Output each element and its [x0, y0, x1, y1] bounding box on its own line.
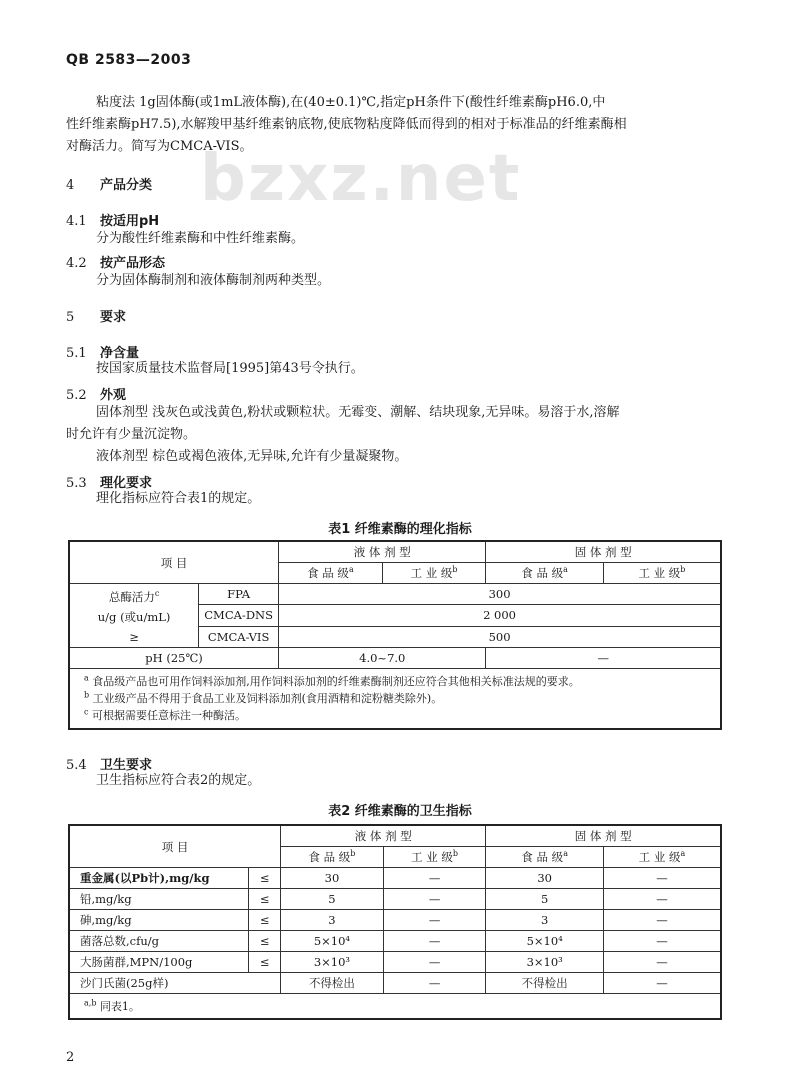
table-1-enzyme-activity-label: 总酶活力$^c$ u/g (或u/mL) ≥ [69, 584, 199, 648]
table-1-ph-solid: — [486, 647, 721, 668]
intro-line-2: 性纤维素酶pH7.5),水解羧甲基纤维素钠底物,使底物粘度降低而得到的相对于标准品的纤维素酶相 [66, 117, 627, 132]
table-2-cell: — [383, 973, 486, 994]
table-1-method-cmca-vis: CMCA-VIS [199, 626, 279, 647]
table-2-cell: — [383, 868, 486, 889]
table-2-liquid-food-header: 食 品 级$^b$ [281, 847, 384, 868]
page-number: 2 [66, 1050, 75, 1065]
table-1-value-fpa: 300 [279, 584, 721, 605]
table-2-caption: 表2 纤维素酶的卫生指标 [328, 804, 472, 819]
table-2-row-label: 沙门氏菌(25g样) [69, 973, 281, 994]
section-4-heading: 4 产品分类 [66, 178, 153, 193]
table-2-row-label: 砷,mg/kg [69, 910, 249, 931]
table-2-row-label: 大肠菌群,MPN/100g [69, 952, 249, 973]
table-1-solid-industrial-header: 工 业 级$^b$ [603, 563, 721, 584]
table-note: $^c$ 可根据需要任意标注一种酶活。 [69, 707, 721, 729]
table-row [69, 952, 721, 973]
table-2-cell: — [603, 889, 721, 910]
table-1-solid-food-header: 食 品 级$^a$ [486, 563, 604, 584]
section-5-2-text-1: 固体剂型 浅灰色或浅黄色,粉状或颗粒状。无霉变、潮解、结块现象,无异味。易溶于水,溶解 [96, 405, 620, 420]
table-row [69, 584, 721, 605]
table-2-row-op: ≤ [249, 952, 281, 973]
table-1 [68, 540, 722, 730]
table-2-cell: 3×10³ [281, 952, 384, 973]
section-5-1-heading: 5.1 净含量 [66, 346, 140, 361]
table-2-cell: — [603, 868, 721, 889]
table-2-cell: 5×10⁴ [281, 931, 384, 952]
table-1-liquid-food-header: 食 品 级$^a$ [279, 563, 383, 584]
table-2-cell: 30 [281, 868, 384, 889]
table-2-cell: 5 [486, 889, 604, 910]
section-4-1-text: 分为酸性纤维素酶和中性纤维素酶。 [96, 231, 305, 246]
table-2-cell: — [383, 952, 486, 973]
table-2-cell: 5 [281, 889, 384, 910]
section-5-3-text: 理化指标应符合表1的规定。 [96, 491, 261, 506]
table-1-method-fpa: FPA [199, 584, 279, 605]
table-1-item-header: 项 目 [69, 541, 279, 584]
table-1-liquid-industrial-header: 工 业 级$^b$ [382, 563, 486, 584]
table-2-solid-header: 固 体 剂 型 [486, 825, 721, 847]
table-note: $^{a,b}$ 同表1。 [69, 994, 721, 1020]
table-2 [68, 824, 722, 1020]
table-row [69, 910, 721, 931]
section-5-3-heading: 5.3 理化要求 [66, 476, 153, 491]
table-2-cell: 不得检出 [281, 973, 384, 994]
section-5-heading: 5 要求 [66, 310, 127, 325]
table-1-liquid-header: 液 体 剂 型 [279, 541, 486, 563]
table-2-row-op: ≤ [249, 889, 281, 910]
section-5-2-text-3: 液体剂型 棕色或褐色液体,无异味,允许有少量凝聚物。 [96, 449, 408, 464]
table-2-row-label: 铅,mg/kg [69, 889, 249, 910]
table-2-liquid-industrial-header: 工 业 级$^b$ [383, 847, 486, 868]
table-1-value-cmca-vis: 500 [279, 626, 721, 647]
table-2-cell: — [383, 889, 486, 910]
table-2-cell: — [383, 931, 486, 952]
table-1-value-cmca-dns: 2 000 [279, 605, 721, 626]
section-5-4-text: 卫生指标应符合表2的规定。 [96, 773, 261, 788]
table-2-cell: 3×10³ [486, 952, 604, 973]
section-5-2-text-2: 时允许有少量沉淀物。 [66, 427, 197, 442]
table-1-ph-liquid: 4.0~7.0 [279, 647, 486, 668]
table-2-solid-food-header: 食 品 级$^a$ [486, 847, 604, 868]
watermark: bzxz.net [200, 142, 522, 216]
table-2-cell: — [603, 973, 721, 994]
table-row [69, 868, 721, 889]
table-1-ph-label: pH (25℃) [69, 647, 279, 668]
section-5-4-heading: 5.4 卫生要求 [66, 758, 153, 773]
table-row [69, 825, 721, 847]
table-2-cell: 不得检出 [486, 973, 604, 994]
section-5-1-text: 按国家质量技术监督局[1995]第43号令执行。 [96, 361, 364, 376]
section-4-2-text: 分为固体酶制剂和液体酶制剂两种类型。 [96, 273, 331, 288]
table-1-solid-header: 固 体 剂 型 [486, 541, 721, 563]
table-2-cell: — [603, 952, 721, 973]
table-2-item-header: 项 目 [69, 825, 281, 868]
table-note: $^b$ 工业级产品不得用于食品工业及饲料添加剂(食用酒精和淀粉糖类除外)。 [69, 690, 721, 707]
table-2-cell: 3 [486, 910, 604, 931]
table-note: $^a$ 食品级产品也可用作饲料添加剂,用作饲料添加剂的纤维素酶制剂还应符合其他相关标准法规的要求。 [69, 668, 721, 690]
table-1-caption: 表1 纤维素酶的理化指标 [328, 522, 472, 537]
standard-number: QB 2583—2003 [66, 52, 192, 68]
table-2-liquid-header: 液 体 剂 型 [281, 825, 486, 847]
section-4-1-heading: 4.1 按适用pH [66, 214, 160, 229]
intro-line-1: 粘度法 1g固体酶(或1mL液体酶),在(40±0.1)℃,指定pH条件下(酸性纤维素酶pH6.0,中 [96, 95, 606, 110]
table-2-cell: 5×10⁴ [486, 931, 604, 952]
section-4-2-heading: 4.2 按产品形态 [66, 256, 166, 271]
table-2-row-op: ≤ [249, 931, 281, 952]
table-2-cell: 3 [281, 910, 384, 931]
table-2-cell: — [383, 910, 486, 931]
table-row [69, 541, 721, 563]
table-2-row-op: ≤ [249, 868, 281, 889]
table-2-solid-industrial-header: 工 业 级$^a$ [603, 847, 721, 868]
table-2-row-label: 重金属(以Pb计),mg/kg [69, 868, 249, 889]
intro-line-3: 对酶活力。简写为CMCA-VIS。 [66, 139, 253, 154]
table-row [69, 931, 721, 952]
section-5-2-heading: 5.2 外观 [66, 388, 127, 403]
table-2-cell: 30 [486, 868, 604, 889]
table-row [69, 647, 721, 668]
table-1-method-cmca-dns: CMCA-DNS [199, 605, 279, 626]
table-2-row-label: 菌落总数,cfu/g [69, 931, 249, 952]
table-row [69, 889, 721, 910]
table-2-cell: — [603, 910, 721, 931]
table-2-cell: — [603, 931, 721, 952]
table-row [69, 973, 721, 994]
table-2-row-op: ≤ [249, 910, 281, 931]
